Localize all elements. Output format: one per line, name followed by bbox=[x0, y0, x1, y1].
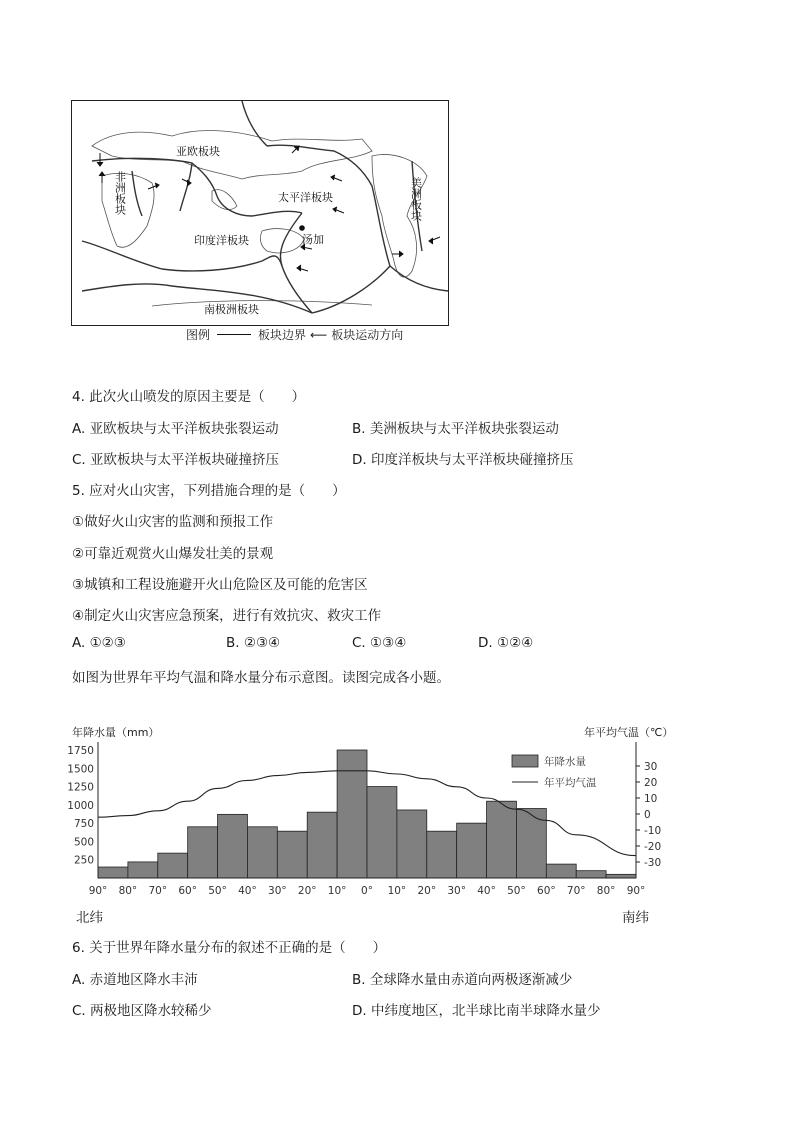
chart-svg bbox=[68, 720, 678, 920]
x-tick-label: 30° bbox=[268, 885, 287, 897]
precip-bar bbox=[277, 831, 307, 878]
precip-bar bbox=[188, 827, 218, 878]
precip-bar bbox=[307, 812, 337, 878]
plate-label-eurasia: 亚欧板块 bbox=[176, 145, 220, 158]
x-tick-label: 90° bbox=[626, 885, 646, 897]
precip-bar bbox=[457, 823, 487, 878]
legend-bar-swatch bbox=[512, 755, 538, 767]
right-tick-label: -30 bbox=[644, 857, 662, 869]
y-axis-left-title: 年降水量（mm） bbox=[72, 726, 160, 739]
precip-bar bbox=[516, 809, 546, 878]
plate-boundary-7 bbox=[390, 266, 448, 291]
plate-boundary-6 bbox=[82, 284, 312, 313]
plate-label-pacific: 太平洋板块 bbox=[278, 191, 333, 204]
chart-intro: 如图为世界年平均气温和降水量分布示意图。读图完成各小题。 bbox=[72, 670, 450, 686]
motion-arrow-9 bbox=[297, 265, 308, 271]
motion-arrow-2 bbox=[99, 172, 105, 183]
legend-motion-label: 板块运动方向 bbox=[331, 328, 404, 342]
q5-statement-3: ③城镇和工程设施避开火山危险区及可能的危害区 bbox=[72, 577, 368, 593]
left-tick-label: 1500 bbox=[68, 763, 94, 776]
right-tick-label: 20 bbox=[644, 777, 658, 789]
landmass-europe-asia bbox=[92, 131, 372, 179]
precip-bar bbox=[487, 801, 517, 878]
motion-arrow-5 bbox=[292, 146, 299, 153]
landmass-africa bbox=[102, 173, 154, 247]
x-tick-label: 50° bbox=[208, 885, 227, 897]
q6-stem: 6. 关于世界年降水量分布的叙述不正确的是（ ） bbox=[72, 940, 387, 956]
plate-map-svg bbox=[72, 101, 448, 325]
legend-title: 图例 bbox=[186, 328, 211, 342]
precip-bar bbox=[98, 867, 128, 878]
plate-label-antarctic: 南极洲板块 bbox=[204, 303, 259, 316]
legend-arrow-icon: ⟵ bbox=[310, 327, 328, 342]
precip-bar bbox=[218, 814, 248, 878]
motion-arrow-7 bbox=[333, 207, 344, 213]
left-tick-label: 1750 bbox=[68, 745, 94, 757]
left-tick-group bbox=[68, 745, 94, 867]
precip-bar bbox=[397, 810, 427, 878]
precip-bar bbox=[158, 853, 188, 878]
legend-bar-label: 年降水量 bbox=[544, 756, 586, 768]
legend-line-label: 年平均气温 bbox=[544, 777, 597, 789]
x-tick-label: 80° bbox=[118, 885, 138, 897]
motion-arrow-10 bbox=[392, 251, 403, 257]
x-tick-label: 50° bbox=[507, 885, 526, 897]
left-tick-label: 750 bbox=[73, 818, 94, 831]
q4-option-b[interactable]: B. 美洲板块与太平洋板块张裂运动 bbox=[352, 421, 559, 437]
motion-arrow-4 bbox=[182, 179, 191, 186]
motion-arrow-11 bbox=[429, 237, 440, 244]
x-tick-label: 40° bbox=[238, 885, 257, 897]
q5-statement-1: ①做好火山灾害的监测和预报工作 bbox=[72, 514, 274, 530]
precip-bar bbox=[247, 827, 277, 878]
plate-boundary-9 bbox=[132, 171, 142, 216]
q4-option-d[interactable]: D. 印度洋板块与太平洋板块碰撞挤压 bbox=[352, 452, 574, 468]
plate-boundary-8 bbox=[180, 163, 192, 211]
q6-option-b[interactable]: B. 全球降水量由赤道向两极逐渐减少 bbox=[352, 972, 573, 988]
q5-option-a[interactable]: A. ①②③ bbox=[72, 635, 126, 651]
x-tick-label: 0° bbox=[361, 885, 373, 897]
precip-bar bbox=[367, 787, 397, 878]
x-tick-group bbox=[89, 885, 646, 897]
x-tick-label: 70° bbox=[148, 885, 168, 897]
right-tick-group bbox=[636, 761, 661, 869]
precip-bar bbox=[128, 862, 158, 878]
q5-option-c[interactable]: C. ①③④ bbox=[352, 635, 407, 651]
plate-map bbox=[71, 100, 449, 326]
bar-group bbox=[98, 750, 636, 878]
left-tick-label: 1250 bbox=[68, 781, 94, 794]
x-tick-label: 30° bbox=[447, 885, 466, 897]
right-tick-label: -20 bbox=[644, 841, 662, 853]
precip-bar bbox=[606, 874, 636, 878]
label-south-latitude: 南纬 bbox=[622, 910, 649, 926]
x-tick-label: 60° bbox=[537, 885, 556, 897]
right-tick-label: 0 bbox=[644, 809, 651, 821]
q4-stem: 4. 此次火山喷发的原因主要是（ ） bbox=[72, 389, 306, 405]
place-label-tonga: 汤加 bbox=[302, 233, 324, 246]
plate-label-africa-vertical: 非洲板块 bbox=[113, 171, 127, 215]
right-tick-label: -10 bbox=[644, 825, 662, 837]
q4-option-a[interactable]: A. 亚欧板块与太平洋板块张裂运动 bbox=[72, 421, 279, 437]
q5-stem: 5. 应对火山灾害，下列措施合理的是（ ） bbox=[72, 483, 346, 499]
x-tick-label: 80° bbox=[596, 885, 616, 897]
plate-label-indian: 印度洋板块 bbox=[194, 234, 249, 247]
map-legend bbox=[186, 326, 403, 343]
plate-boundary-1 bbox=[242, 101, 267, 146]
q5-option-d[interactable]: D. ①②④ bbox=[478, 635, 534, 651]
plate-boundary-5 bbox=[82, 241, 282, 271]
motion-arrow-6 bbox=[331, 175, 342, 181]
left-tick-label: 500 bbox=[73, 836, 94, 849]
tonga-marker bbox=[299, 225, 305, 231]
x-tick-label: 20° bbox=[417, 885, 437, 897]
x-tick-label: 60° bbox=[178, 885, 197, 897]
precip-bar bbox=[546, 864, 576, 878]
x-tick-label: 10° bbox=[387, 885, 407, 897]
legend-boundary-label: 板块边界 bbox=[258, 328, 307, 342]
precip-bar bbox=[337, 750, 367, 878]
q4-option-c[interactable]: C. 亚欧板块与太平洋板块碰撞挤压 bbox=[72, 452, 280, 468]
precip-temp-chart bbox=[68, 720, 678, 920]
precip-bar bbox=[427, 831, 457, 878]
right-tick-label: 30 bbox=[644, 761, 658, 773]
y-axis-right-title: 年平均气温（℃） bbox=[584, 726, 674, 739]
q5-statement-4: ④制定火山灾害应急预案，进行有效抗灾、救灾工作 bbox=[72, 608, 382, 624]
plate-boundary-4 bbox=[280, 213, 312, 313]
x-tick-label: 40° bbox=[477, 885, 496, 897]
plate-label-americas-vertical: 美洲板块 bbox=[409, 177, 423, 221]
q6-option-c[interactable]: C. 两极地区降水较稀少 bbox=[72, 1003, 212, 1019]
left-tick-label: 250 bbox=[73, 854, 94, 867]
x-tick-label: 10° bbox=[327, 885, 347, 897]
x-tick-label: 20° bbox=[297, 885, 317, 897]
landmass-australia bbox=[260, 229, 304, 253]
q6-option-a[interactable]: A. 赤道地区降水丰沛 bbox=[72, 972, 198, 988]
q6-option-d[interactable]: D. 中纬度地区，北半球比南半球降水量少 bbox=[352, 1003, 601, 1019]
left-tick-label: 1000 bbox=[68, 799, 94, 812]
x-tick-label: 90° bbox=[88, 885, 108, 897]
q5-statement-2: ②可靠近观赏火山爆发壮美的景观 bbox=[72, 546, 274, 562]
legend-boundary-line bbox=[217, 334, 251, 335]
label-north-latitude: 北纬 bbox=[76, 910, 103, 926]
x-tick-label: 70° bbox=[566, 885, 586, 897]
right-tick-label: 10 bbox=[644, 793, 658, 805]
precip-bar bbox=[576, 871, 606, 878]
q5-option-b[interactable]: B. ②③④ bbox=[226, 635, 281, 651]
